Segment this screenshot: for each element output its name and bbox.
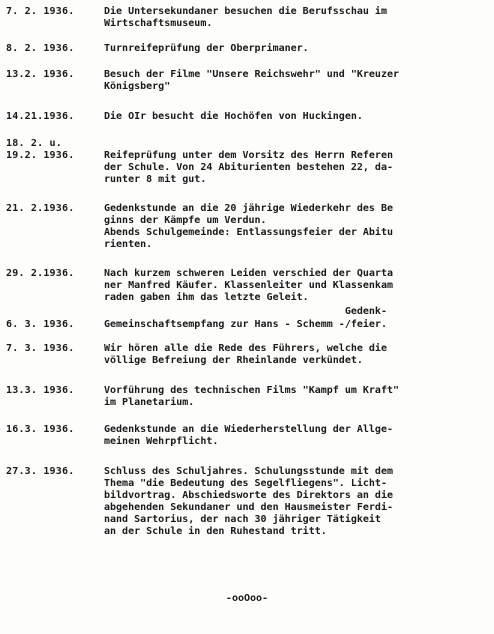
entry-text: [104, 343, 490, 367]
entry-date: 21. 2.1936.: [6, 203, 75, 214]
entry-line: meinen Wehrpflicht.: [104, 436, 219, 447]
entry-line: Die Untersekundaner besuchen die Berufsschau im: [104, 6, 387, 17]
entry-line: nand Sartorius, der nach 30 jähriger Tätigkeit: [104, 514, 381, 525]
entry-line: Gedenkstunde an die 20 jährige Wiederkehr des Be: [104, 203, 393, 214]
entry-date: 6. 3. 1936.: [6, 319, 75, 330]
entry-date: 7. 3. 1936.: [6, 343, 75, 354]
entry-date: 8. 2. 1936.: [6, 43, 75, 54]
entry-line: ner Manfred Käufer. Klassenleiter und Klassenkam: [104, 280, 393, 291]
entry-line: Besuch der Filme "Unsere Reichswehr" und "Kreuzer: [104, 69, 400, 80]
entry-line: Turnreifeprüfung der Oberprimaner.: [104, 43, 309, 54]
entry-date: 13.3. 1936.: [6, 385, 75, 396]
entry-line: Gemeinschaftsempfang zur Hans - Schemm -/feier.: [104, 319, 387, 330]
entry-line: Die OIr besucht die Hochöfen von Huckingen.: [104, 111, 363, 122]
entry-line: der Schule. Von 24 Abiturienten bestehen 22, da-: [104, 162, 393, 173]
entry-text: [104, 268, 490, 304]
entry-text: [104, 306, 490, 318]
entry-line: Königsberg": [104, 81, 171, 92]
entry-text: [104, 203, 490, 251]
entry-date: 19.2. 1936.: [6, 150, 75, 161]
entry-text: [104, 69, 490, 93]
entry-text: [104, 385, 490, 409]
entry-date: 7. 2. 1936.: [6, 6, 75, 17]
entry-line: rienten.: [104, 239, 153, 250]
end-mark: -ooOoo-: [225, 593, 269, 604]
entry-line: runter 8 mit gut.: [104, 174, 207, 185]
entry-line: Schluss des Schuljahres. Schulungsstunde mit dem: [104, 466, 393, 477]
entry-text: [104, 43, 490, 55]
entry-text: [104, 150, 490, 186]
entry-text: [104, 319, 490, 331]
entry-date: 14.21.1936.: [6, 111, 75, 122]
entry-line: Thema "die Bedeutung des Segelfliegens". Licht-: [104, 478, 387, 489]
entry-line: raden gaben ihm das letzte Geleit.: [104, 292, 309, 303]
entry-line: Vorführung des technischen Films "Kampf um Kraft": [104, 385, 400, 396]
entry-line: völlige Befreiung der Rheinlande verkündet.: [104, 355, 363, 366]
entry-date: 27.3. 1936.: [6, 466, 75, 477]
entry-line: abgehenden Sekundaner und den Hausmeister Ferdi-: [104, 502, 393, 513]
entry-line: Abends Schulgemeinde: Entlassungsfeier der Abitu: [104, 227, 393, 238]
entry-date: 16.3. 1936.: [6, 424, 75, 435]
entry-date: 18. 2. u.: [6, 138, 62, 149]
entry-line: Reifeprüfung unter dem Vorsitz des Herrn Referen: [104, 150, 393, 161]
entry-text: [104, 6, 490, 30]
entry-date: 13.2. 1936.: [6, 69, 75, 80]
entry-text: [104, 424, 490, 448]
entry-line: Wirtschaftsmuseum.: [104, 18, 213, 29]
entry-text: [104, 111, 490, 123]
entry-line: Nach kurzem schweren Leiden verschied der Quarta: [104, 268, 393, 279]
entry-line: ginns der Kämpfe um Verdun.: [104, 215, 267, 226]
inserted-word: Gedenk-: [104, 306, 387, 317]
entry-date: 29. 2.1936.: [6, 268, 75, 279]
entry-line: Gedenkstunde an die Wiederherstellung der Allge-: [104, 424, 393, 435]
entry-line: an der Schule in den Ruhestand tritt.: [104, 526, 327, 537]
entry-text: [104, 466, 490, 538]
entry-line: Wir hören alle die Rede des Führers, welche die: [104, 343, 387, 354]
entry-line: bildvortrag. Abschiedsworte des Direktors an die: [104, 490, 393, 501]
entry-line: im Planetarium.: [104, 397, 195, 408]
